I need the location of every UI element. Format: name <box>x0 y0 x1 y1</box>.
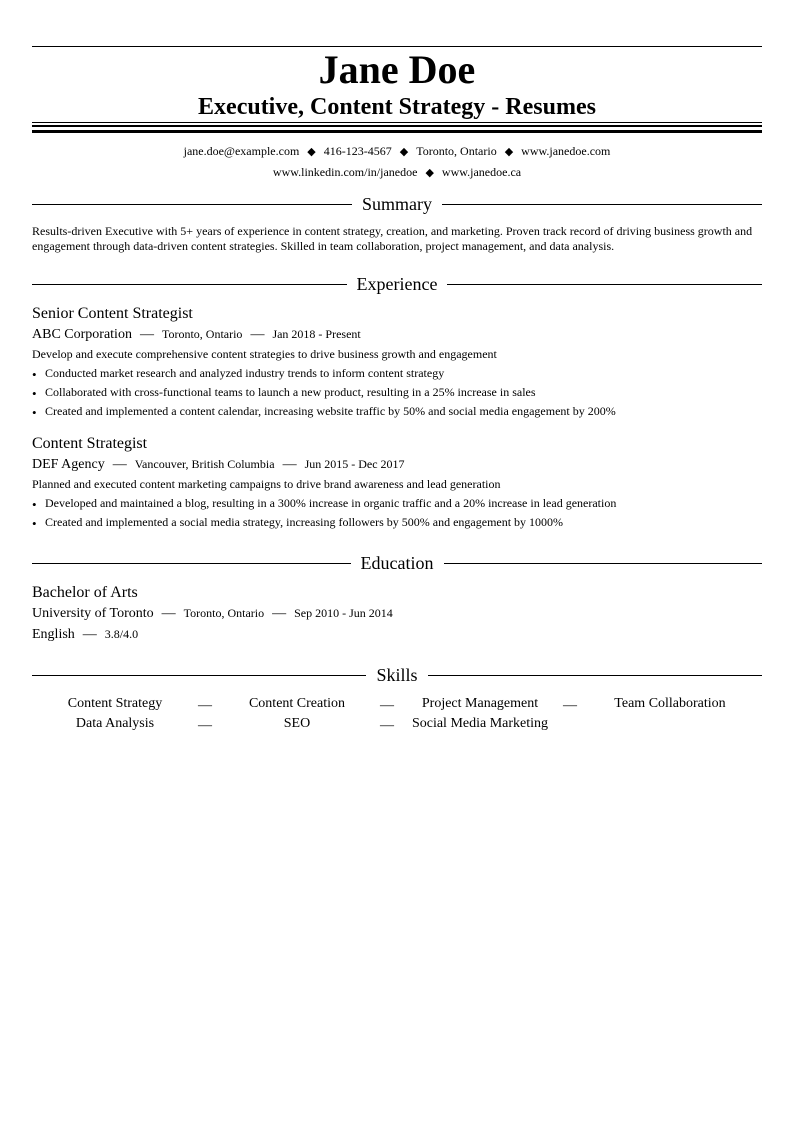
summary-text: Results-driven Executive with 5+ years of experience in content strategy, creation, and marketing. Proven track record of driving business growth and engagement through data-driven content strategies. Skilled in team collaboration, project management, and data analysis. <box>32 224 753 253</box>
skills-heading <box>32 664 762 686</box>
heading-rule-right <box>442 204 762 205</box>
job-bullets <box>32 364 762 421</box>
header-rule-thick <box>32 130 762 133</box>
diamond-separator-icon: ◆ <box>425 166 434 179</box>
contact-email[interactable]: jane.doe@example.com <box>183 144 300 158</box>
diamond-separator-icon: ◆ <box>307 145 316 158</box>
education-school: University of Toronto <box>32 606 154 621</box>
job-dates: Jan 2018 - Present <box>272 327 361 341</box>
skill-separator: — <box>198 698 212 713</box>
education-heading-text: Education <box>360 553 434 573</box>
heading-rule-right <box>444 563 763 564</box>
skill-item: SEO <box>283 716 311 731</box>
job-location: Vancouver, British Columbia <box>134 457 275 471</box>
list-item: • Collaborated with cross-functional teams to launch a new product, resulting in a 25% increase in sales <box>32 383 762 402</box>
education-entry <box>32 583 762 645</box>
skills-row <box>32 694 762 714</box>
list-item: • Created and implemented a social media strategy, increasing followers by 500% and engagement by 1000% <box>32 513 762 532</box>
experience-heading <box>32 273 762 295</box>
job-dates: Jun 2015 - Dec 2017 <box>304 457 405 471</box>
contact-website[interactable]: www.janedoe.com <box>521 144 611 158</box>
list-item: • Conducted market research and analyzed industry trends to inform content strategy <box>32 364 762 383</box>
education-degree: Bachelor of Arts <box>32 584 138 601</box>
skill-separator: — <box>380 718 394 733</box>
job-company: DEF Agency <box>32 457 105 472</box>
job-description: Develop and execute comprehensive content strategies to drive business growth and engagement <box>32 347 497 361</box>
skill-item: Content Strategy <box>67 696 163 711</box>
job-entry <box>32 304 762 421</box>
heading-rule-left <box>32 204 352 205</box>
skill-separator: — <box>563 698 577 713</box>
dash-separator: — <box>112 457 127 472</box>
skill-item: Team Collaboration <box>614 696 726 711</box>
header-rule-medium <box>32 125 762 127</box>
skill-separator: — <box>198 718 212 733</box>
contact-line-1 <box>32 143 762 160</box>
skills-grid <box>32 694 762 734</box>
skill-item: Data Analysis <box>75 716 155 731</box>
contact-linkedin[interactable]: www.linkedin.com/in/janedoe <box>272 165 418 179</box>
skills-heading-text: Skills <box>376 665 418 685</box>
job-title: Content Strategist <box>32 435 148 452</box>
heading-rule-right <box>428 675 762 676</box>
contact-website-2[interactable]: www.janedoe.ca <box>441 165 522 179</box>
heading-rule-left <box>32 284 347 285</box>
heading-rule-left <box>32 563 351 564</box>
header-rule-thin <box>32 122 762 123</box>
education-location: Toronto, Ontario <box>183 606 265 620</box>
job-location: Toronto, Ontario <box>161 327 243 341</box>
dash-separator: — <box>139 327 154 342</box>
education-heading <box>32 552 762 574</box>
dash-separator: — <box>250 327 265 342</box>
skill-item: Content Creation <box>248 696 346 711</box>
job-title: Senior Content Strategist <box>32 305 193 322</box>
heading-rule-right <box>447 284 762 285</box>
education-gpa: 3.8/4.0 <box>104 627 139 641</box>
skill-item: Social Media Marketing <box>411 716 549 731</box>
contact-location: Toronto, Ontario <box>416 144 497 158</box>
heading-rule-left <box>32 675 366 676</box>
dash-separator: — <box>82 627 97 642</box>
education-field-row <box>32 624 762 645</box>
dash-separator: — <box>272 606 287 621</box>
job-description: Planned and executed content marketing campaigns to drive brand awareness and lead generation <box>32 477 501 491</box>
skills-row <box>32 714 762 734</box>
summary-heading <box>32 193 762 215</box>
list-item: • Created and implemented a content calendar, increasing website traffic by 50% and social media engagement by 200% <box>32 402 762 421</box>
experience-heading-text: Experience <box>356 274 438 294</box>
contact-line-2 <box>32 164 762 181</box>
job-company: ABC Corporation <box>32 327 132 342</box>
education-field: English <box>32 627 75 642</box>
diamond-separator-icon: ◆ <box>504 145 514 158</box>
contact-phone: 416-123-4567 <box>323 144 392 158</box>
candidate-headline: Executive, Content Strategy - Resumes <box>198 94 596 120</box>
education-meta <box>32 603 762 624</box>
summary-heading-text: Summary <box>362 194 432 214</box>
dash-separator: — <box>161 606 176 621</box>
job-meta <box>32 454 762 475</box>
candidate-name: Jane Doe <box>318 47 476 92</box>
skill-separator: — <box>380 698 394 713</box>
job-meta <box>32 324 762 345</box>
diamond-separator-icon: ◆ <box>399 145 409 158</box>
dash-separator: — <box>282 457 297 472</box>
list-item: • Developed and maintained a blog, resulting in a 300% increase in organic traffic and a 20% increase in lead generation <box>32 494 762 513</box>
skill-item: Project Management <box>421 696 539 711</box>
job-bullets <box>32 494 762 532</box>
education-dates: Sep 2010 - Jun 2014 <box>294 606 393 620</box>
job-entry <box>32 434 762 532</box>
